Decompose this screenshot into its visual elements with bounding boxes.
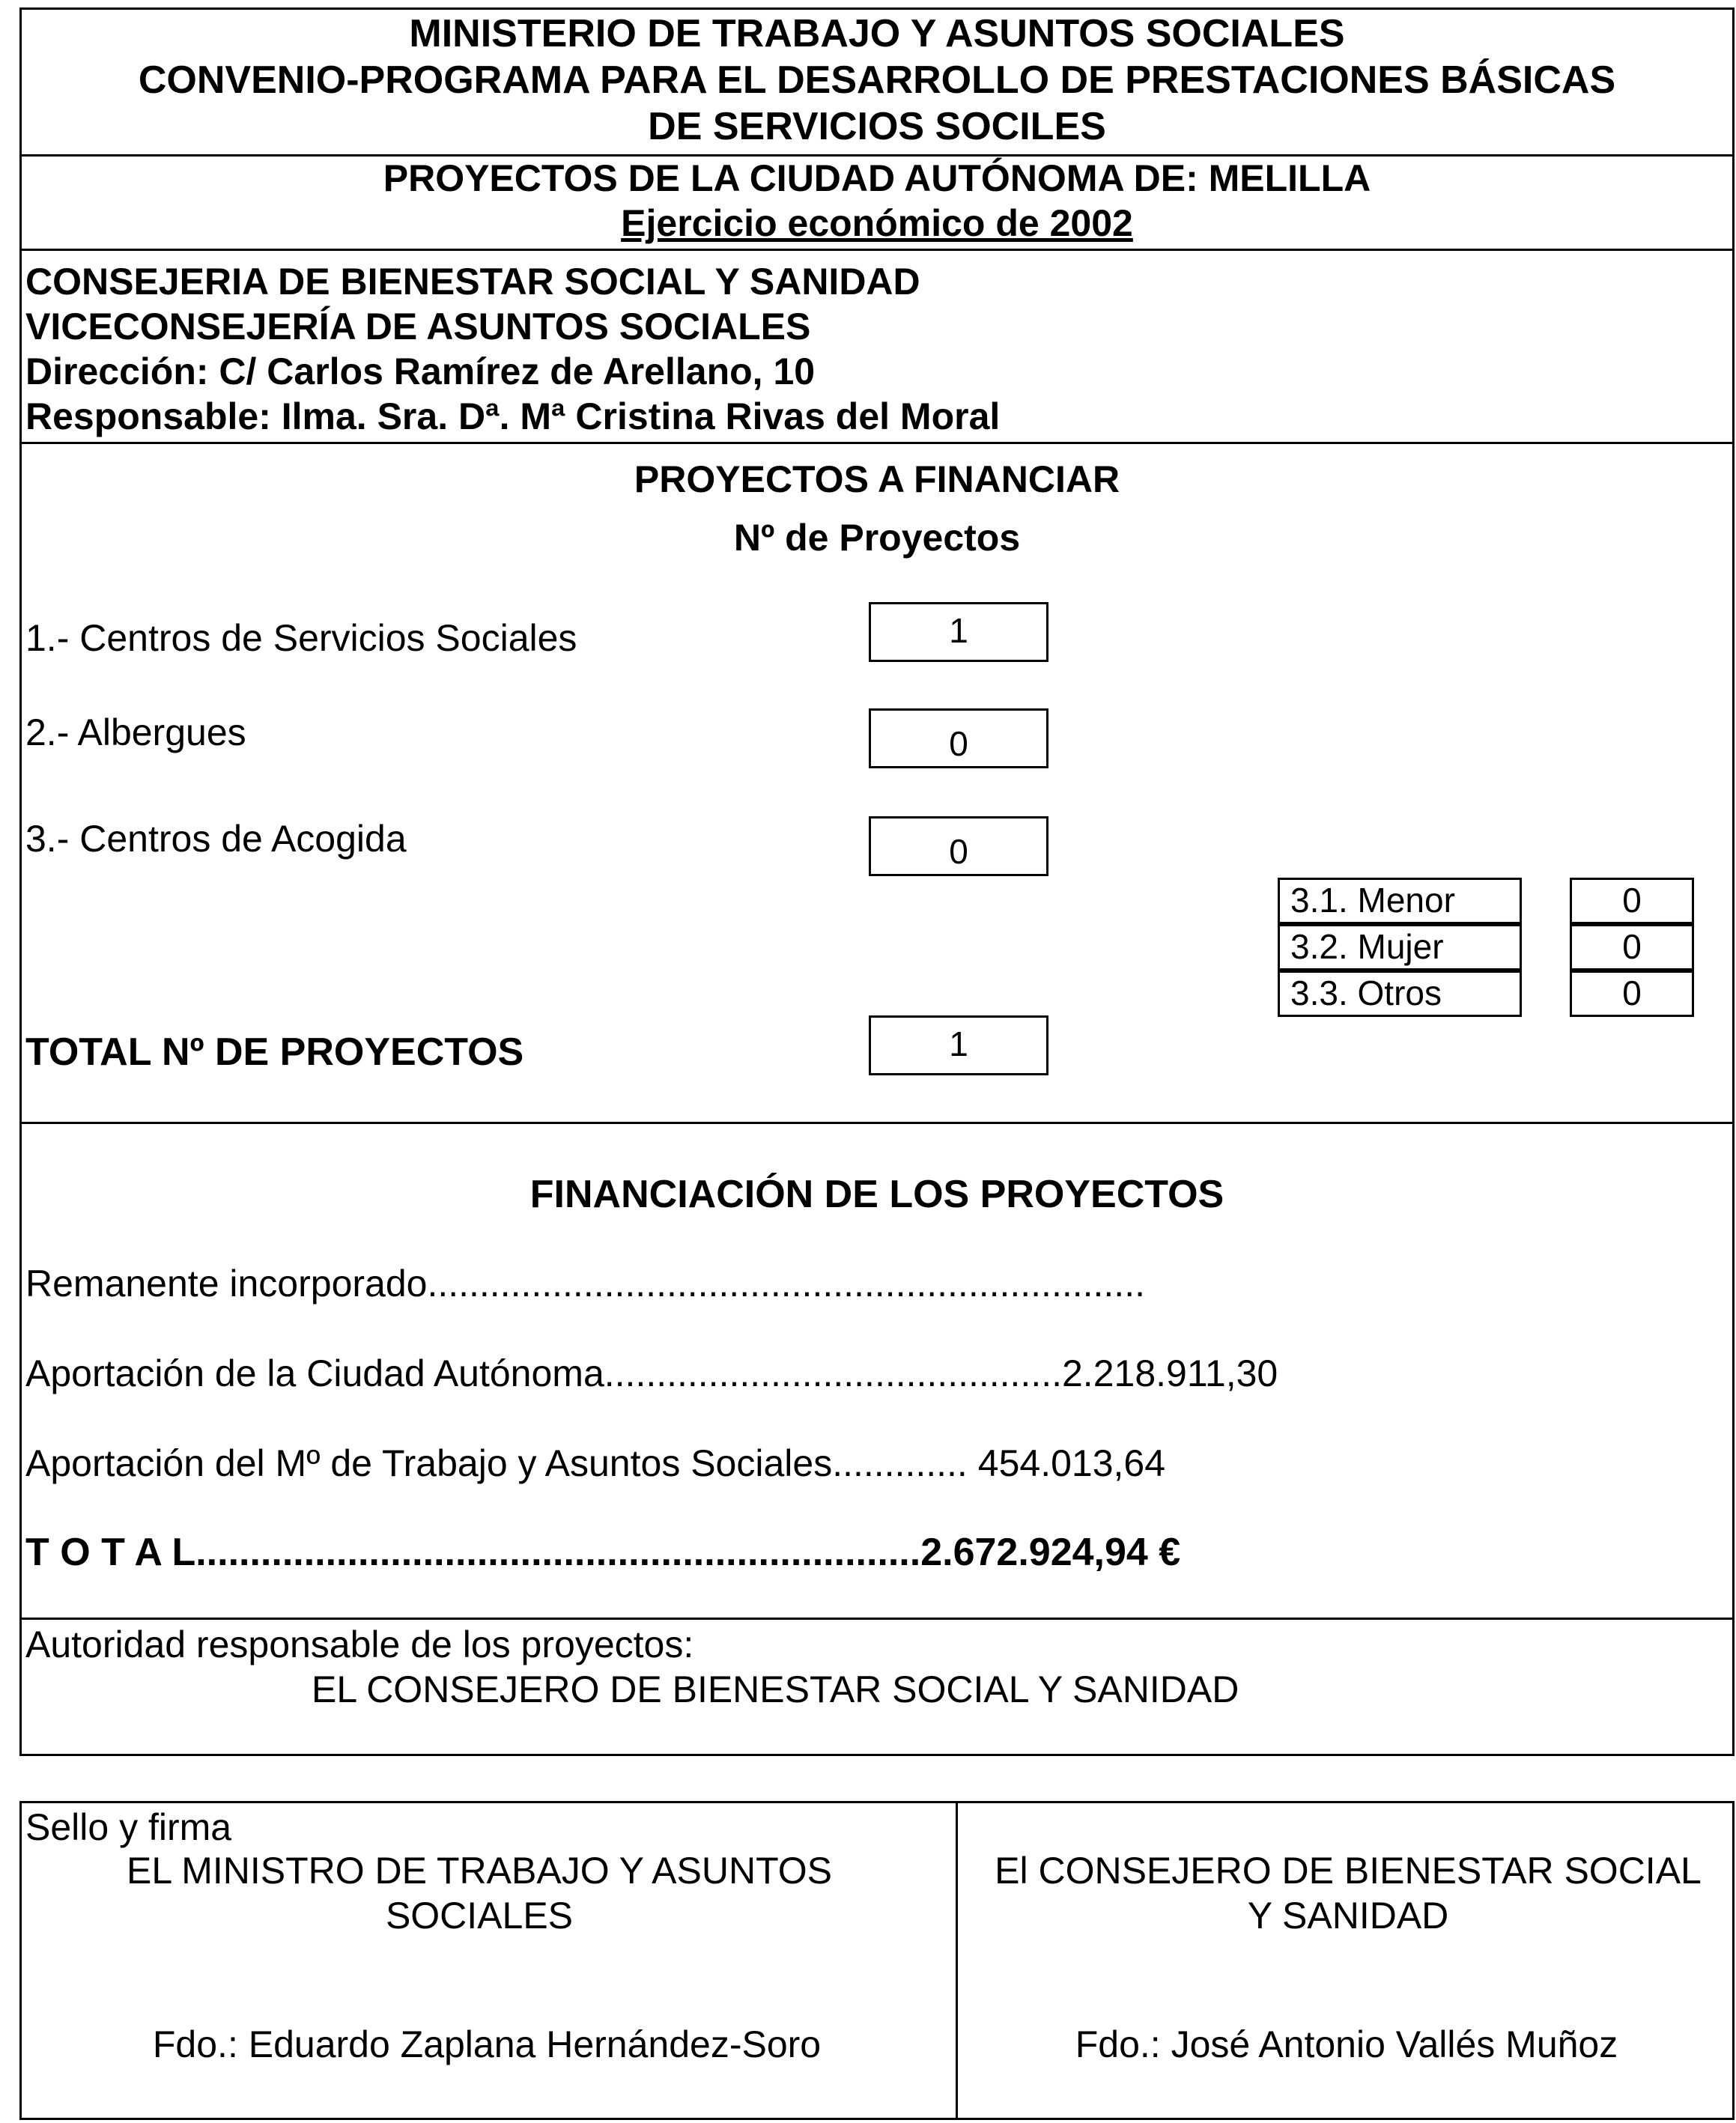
total-proyectos-value: 1 (869, 1015, 1048, 1075)
autoridad-value: EL CONSEJERO DE BIENESTAR SOCIAL Y SANIDAD (312, 1668, 1239, 1710)
total-financiacion-row (25, 1529, 1673, 1576)
total-financiacion-label: T O T A L (25, 1531, 196, 1574)
subitem-mujer-value: 0 (1570, 924, 1694, 971)
consejeria-title: CONSEJERIA DE BIENESTAR SOCIAL Y SANIDAD (25, 261, 920, 303)
ciudad-aportacion-row (25, 1351, 1673, 1396)
ministerio-aportacion-value: 454.013,64 (977, 1442, 1166, 1484)
item-albergues-label: 2.- Albergues (25, 711, 246, 753)
remanente-row (25, 1261, 1673, 1306)
ministro-firma: Fdo.: Eduardo Zaplana Hernández-Soro (152, 2023, 822, 2065)
divider-5 (19, 1618, 1735, 1620)
subitem-otros-value: 0 (1570, 971, 1694, 1017)
item-centros-servicios-label: 1.- Centros de Servicios Sociales (25, 617, 577, 659)
remanente-dots: ..................................................................... (427, 1263, 1145, 1305)
ciudad-block (22, 156, 1732, 246)
item-acogida-label: 3.- Centros de Acogida (25, 818, 407, 860)
header-ministerio: MINISTERIO DE TRABAJO Y ASUNTOS SOCIALES (409, 12, 1345, 55)
subitem-menor-value: 0 (1570, 878, 1694, 924)
num-proyectos-subtitle: Nº de Proyectos (733, 517, 1021, 559)
item-acogida-value: 0 (869, 816, 1048, 876)
financiacion-title: FINANCIACIÓN DE LOS PROYECTOS (529, 1173, 1224, 1216)
ciudad-aportacion-label: Aportación de la Ciudad Autónoma (25, 1352, 604, 1394)
ciudad-title: PROYECTOS DE LA CIUDAD AUTÓNOMA DE: MELILLA (383, 157, 1371, 199)
total-financiacion-dots: ................................................................... (195, 1531, 921, 1574)
responsable-line: Responsable: Ilma. Sra. Dª. Mª Cristina Rivas del Moral (25, 395, 1001, 437)
ministerio-aportacion-dots: ............. (832, 1442, 968, 1484)
autoridad-label: Autoridad responsable de los proyectos: (25, 1624, 694, 1665)
sello-firma-label: Sello y firma (25, 1806, 232, 1848)
subitem-mujer-label: 3.2. Mujer (1278, 924, 1522, 971)
ministro-title: EL MINISTRO DE TRABAJO Y ASUNTOS SOCIALES (127, 1850, 832, 1937)
remanente-label: Remanente incorporado (25, 1263, 428, 1305)
consejero-title: El CONSEJERO DE BIENESTAR SOCIAL Y SANIDAD (995, 1850, 1702, 1937)
ciudad-aportacion-value: 2.218.911,30 (1062, 1352, 1278, 1394)
divider-2 (19, 249, 1735, 251)
item-albergues-value: 0 (869, 708, 1048, 768)
viceconsejeria-title: VICECONSEJERÍA DE ASUNTOS SOCIALES (25, 306, 811, 347)
divider-4 (19, 1122, 1735, 1124)
proyectos-title: PROYECTOS A FINANCIAR (634, 458, 1120, 500)
total-proyectos-label: TOTAL Nº DE PROYECTOS (25, 1030, 524, 1074)
ministerio-aportacion-row (25, 1441, 1673, 1486)
total-financiacion-value: 2.672.924,94 € (920, 1531, 1181, 1574)
signature-divider (956, 1801, 958, 2120)
header-servicios: DE SERVICIOS SOCILES (648, 105, 1106, 148)
item-centros-servicios-value: 1 (869, 602, 1048, 662)
consejeria-block (25, 259, 1726, 439)
subitem-otros-label: 3.3. Otros (1278, 971, 1522, 1017)
consejero-firma: Fdo.: José Antonio Vallés Muñoz (1075, 2023, 1618, 2065)
direccion-line: Dirección: C/ Carlos Ramírez de Arellano, 10 (25, 350, 816, 392)
header-block (22, 10, 1732, 150)
divider-3 (19, 442, 1735, 444)
ejercicio-line: Ejercicio económico de 2002 (621, 202, 1133, 244)
ministerio-aportacion-label: Aportación del Mº de Trabajo y Asuntos Sociales (25, 1442, 833, 1484)
subitem-menor-label: 3.1. Menor (1278, 878, 1522, 924)
ciudad-aportacion-dots: ............................................ (604, 1352, 1062, 1394)
header-convenio: CONVENIO-PROGRAMA PARA EL DESARROLLO DE PRESTACIONES BÁSICAS (138, 58, 1616, 102)
